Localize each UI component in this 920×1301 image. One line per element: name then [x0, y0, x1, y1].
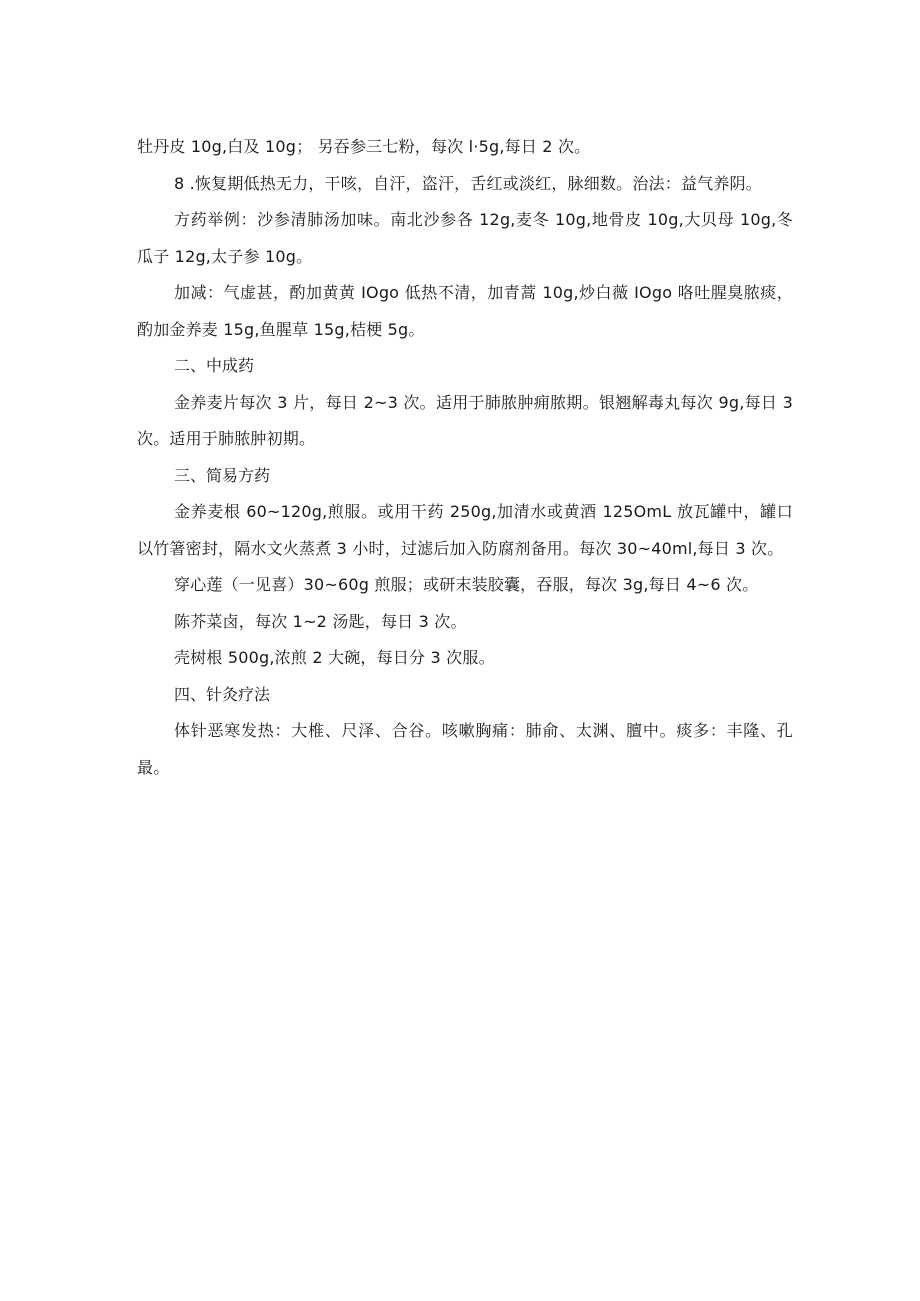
paragraph-3: 方药举例：沙参清肺汤加味。南北沙参各 12g,麦冬 10g,地骨皮 10g,大贝母 10g,冬瓜子 12g,太子参 10g。	[137, 210, 793, 266]
paragraph-6: 金养麦片每次 3 片，每日 2~3 次。适用于肺脓肿痈脓期。银翘解毒丸每次 9g,每日 3 次。适用于肺脓肿初期。	[137, 392, 793, 448]
paragraph-9: 穿心莲（一见喜）30~60g 煎服；或研末装胶囊，吞服，每次 3g,每日 4~6 次。	[174, 575, 759, 594]
paragraph-2: 8 .恢复期低热无力，干咳，自汗，盗汗，舌红或淡红，脉细数。治法：益气养阴。	[174, 173, 762, 193]
paragraph-10: 陈芥菜卤，每次 1~2 汤匙，每日 3 次。	[174, 611, 467, 631]
paragraph-11: 壳树根 500g,浓煎 2 大碗，每日分 3 次服。	[174, 648, 495, 667]
paragraph-8: 金养麦根 60~120g,煎服。或用干药 250g,加清水或黄酒 125OmL 放瓦罐中，罐口以竹箸密封，隔水文火蒸煮 3 小时，过滤后加入防腐剂备用。每次 30~40ml,每日 3 次。	[137, 502, 793, 558]
paragraph-1: 牡丹皮 10g,白及 10g； 另吞参三七粉，每次 l·5g,每日 2 次。	[137, 137, 591, 156]
document-body	[137, 129, 793, 786]
paragraph-4: 加减：气虚甚，酌加黄黄 IOgo 低热不清，加青蒿 10g,炒白薇 IOgo 咯吐腥臭脓痰，酌加金养麦 15g,鱼腥草 15g,桔梗 5g。	[137, 283, 793, 339]
section-heading-2: 二、中成药	[174, 356, 255, 375]
section-heading-4: 四、针灸疗法	[174, 684, 271, 704]
paragraph-13: 体针恶寒发热：大椎、尺泽、合谷。咳嗽胸痛：肺俞、太渊、膻中。痰多：丰隆、孔最。	[137, 721, 793, 777]
section-heading-3: 三、简易方药	[174, 465, 271, 485]
